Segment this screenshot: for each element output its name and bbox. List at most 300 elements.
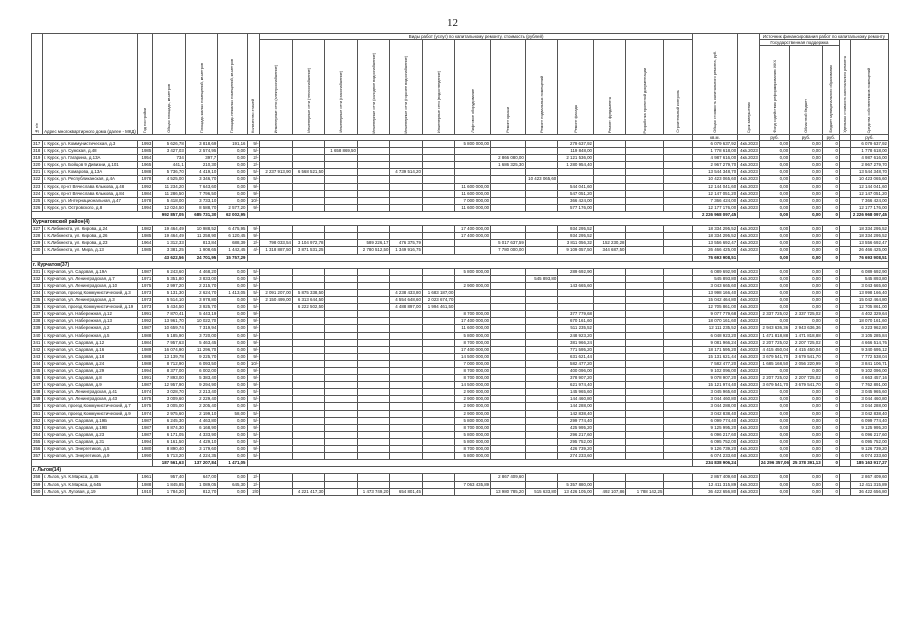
cell-work-cost xyxy=(664,311,692,318)
cell-work-cost: 3 104 972,78 xyxy=(292,240,324,247)
cell-work-cost xyxy=(455,169,491,176)
cell-year: 1985 xyxy=(138,233,153,240)
cell-blank xyxy=(839,148,850,155)
cell-work-cost xyxy=(357,332,389,339)
cell-area-nonliving: 6 475,95 xyxy=(218,226,247,233)
cell-work-cost: 547 051,20 xyxy=(558,190,594,197)
cell-work-cost xyxy=(390,325,422,332)
cell-owners: 26 466 425,00 xyxy=(850,247,888,254)
cell-regional: 0,00 xyxy=(790,275,822,282)
cell-work-cost xyxy=(558,275,594,282)
cell-regional: 0,00 xyxy=(790,162,822,169)
cell-work-cost xyxy=(422,424,454,431)
cell-owners: 12 147 051,20 xyxy=(850,190,888,197)
unit-rub-c: руб. xyxy=(822,135,839,141)
cell-work-cost xyxy=(325,375,357,382)
cell-work-cost xyxy=(664,360,692,367)
cell-work-cost: 5 017 637,59 xyxy=(491,240,526,247)
cell-num: 323 xyxy=(33,183,41,189)
cell-work-cost xyxy=(422,282,454,289)
cell-fund: 0,00 xyxy=(759,148,789,155)
cell-work-cost xyxy=(390,155,422,162)
cell-local: 0 xyxy=(822,417,839,424)
cell-blank xyxy=(839,424,850,431)
cell-work-cost xyxy=(260,431,292,438)
cell-floors: 5/- xyxy=(247,453,260,460)
cell-total-cost: 2 226 968 097,45 xyxy=(692,211,737,218)
cell-owners: 2 967 279,70 xyxy=(850,162,888,169)
cell-fund: 1 471 818,88 xyxy=(759,332,789,339)
cell-work-cost xyxy=(292,481,324,488)
cell-owners: 3 841 106,71 xyxy=(850,360,888,367)
cell-year: 1987 xyxy=(138,325,153,332)
cell-deadline: 4кв.2023 xyxy=(738,162,760,169)
cell-blank xyxy=(839,453,850,460)
cell-work-cost xyxy=(390,382,422,389)
cell-num: 359 xyxy=(33,481,41,487)
cell-work-cost xyxy=(325,233,357,240)
cell-work-cost xyxy=(455,247,491,254)
cell-work-cost: 5 800 000,00 xyxy=(455,417,491,424)
cell-deadline: 4кв.2023 xyxy=(738,481,760,488)
cell-fund: 0,00 xyxy=(759,403,789,410)
table-row xyxy=(32,289,889,296)
table-row xyxy=(32,275,889,282)
cell-floors: 5/- xyxy=(247,438,260,445)
cell-work-cost xyxy=(525,297,557,304)
col-w6: Инженерные сети (водоотведение) xyxy=(422,40,454,135)
cell-local: 0 xyxy=(822,289,839,296)
cell-work-cost xyxy=(357,410,389,417)
cell-work-cost xyxy=(422,268,454,275)
cell-blank xyxy=(738,460,760,467)
cell-work-cost xyxy=(626,375,664,382)
cell-work-cost xyxy=(390,141,422,148)
cell-work-cost xyxy=(626,410,664,417)
cell-work-cost xyxy=(390,162,422,169)
cell-work-cost xyxy=(260,282,292,289)
cell-work-cost xyxy=(357,325,389,332)
cell-work-cost: 8 700 000,00 xyxy=(455,311,491,318)
cell-area-living: 210,30 xyxy=(185,162,217,169)
col-w12: Разработка проектной документации xyxy=(626,40,664,135)
cell-work-cost xyxy=(422,148,454,155)
cell-work-cost xyxy=(260,268,292,275)
cell-blank xyxy=(839,346,850,353)
cell-area-nonliving: 0,00 xyxy=(218,474,247,481)
cell-work-cost xyxy=(594,481,626,488)
cell-blank xyxy=(839,389,850,396)
cell-work-cost xyxy=(292,417,324,424)
cell-work-cost xyxy=(558,169,594,176)
cell-area-nonliving: 0,00 xyxy=(218,183,247,190)
cell-work-cost xyxy=(525,382,557,389)
cell-floors: 2/- xyxy=(247,240,260,247)
cell-work-cost xyxy=(626,204,664,211)
cell-area-nonliving: 0,00 xyxy=(218,360,247,367)
cell-owners: 3 043 665,60 xyxy=(850,282,888,289)
cell-area-nonliving: 0,00 xyxy=(218,353,247,360)
cell-area-living: 6 168,90 xyxy=(185,424,217,431)
cell-local: 0 xyxy=(822,431,839,438)
cell-work-cost xyxy=(357,403,389,410)
cell-work-cost xyxy=(292,346,324,353)
cell-work-cost xyxy=(292,162,324,169)
cell-area-nonliving: 1 471,05 xyxy=(218,460,247,467)
cell-work-cost: 1 686 325,30 xyxy=(491,162,526,169)
cell-total-cost: 9 077 779,68 xyxy=(692,311,737,318)
cell-area-living: 11 258,90 xyxy=(185,233,217,240)
cell-work-cost xyxy=(491,183,526,190)
cell-total-cost: 3 044 460,80 xyxy=(692,396,737,403)
cell-owners: 18 334 295,52 xyxy=(850,233,888,240)
cell-fund: 2 207 725,02 xyxy=(759,339,789,346)
table-row xyxy=(32,481,889,488)
cell-work-cost xyxy=(422,353,454,360)
cell-work-cost xyxy=(357,353,389,360)
cell-deadline: 4кв.2023 xyxy=(738,275,760,282)
cell-work-cost xyxy=(594,353,626,360)
cell-work-cost xyxy=(357,226,389,233)
cell-area-nonliving: 0,00 xyxy=(218,446,247,453)
cell-total-cost: 13 998 166,40 xyxy=(692,289,737,296)
cell-work-cost xyxy=(325,169,357,176)
cell-area-living: 5 463,45 xyxy=(185,339,217,346)
cell-area-total: 5 434,50 xyxy=(153,304,185,311)
cell-owners: 12 411 315,89 xyxy=(850,481,888,488)
cell-regional: 2 337 725,02 xyxy=(790,311,822,318)
cell-work-cost xyxy=(357,446,389,453)
cell-local: 0 xyxy=(822,282,839,289)
cell-local: 0 xyxy=(822,204,839,211)
cell-local: 0 xyxy=(822,254,839,261)
cell-owners: 4 402 329,64 xyxy=(850,311,888,318)
cell-area-living: 3 720,00 xyxy=(185,332,217,339)
cell-work-cost: 1 318 887,50 xyxy=(260,247,292,254)
cell-work-cost xyxy=(664,275,692,282)
document-table-wrap xyxy=(31,33,889,636)
cell-work-cost: 142 838,40 xyxy=(558,410,594,417)
cell-area-nonliving: 6 120,45 xyxy=(218,233,247,240)
cell-year: 1993 xyxy=(138,141,153,148)
cell-area-living: 4 419,10 xyxy=(185,169,217,176)
cell-deadline: 4кв.2023 xyxy=(738,183,760,190)
cell-work-cost xyxy=(626,148,664,155)
cell-num: 322 xyxy=(33,176,41,182)
cell-local: 0 xyxy=(822,211,839,218)
cell-blank xyxy=(839,311,850,318)
cell-fund: 0,00 xyxy=(759,368,789,375)
cell-deadline: 4кв.2023 xyxy=(738,297,760,304)
cell-floors: 5/- xyxy=(247,297,260,304)
cell-area-nonliving: 0,00 xyxy=(218,268,247,275)
cell-work-cost xyxy=(455,240,491,247)
cell-deadline: 4кв.2023 xyxy=(738,424,760,431)
cell-work-cost xyxy=(390,410,422,417)
cell-local: 0 xyxy=(822,325,839,332)
cell-num: 335 xyxy=(33,297,41,303)
cell-work-cost xyxy=(260,318,292,325)
cell-year: 1965 xyxy=(138,162,153,169)
cell-work-cost: 8 700 000,00 xyxy=(455,375,491,382)
cell-work-cost xyxy=(626,226,664,233)
cell-floors: 9/- xyxy=(247,183,260,190)
cell-work-cost xyxy=(292,382,324,389)
table-row xyxy=(32,155,889,162)
cell-work-cost: 2 900 000,00 xyxy=(455,282,491,289)
col-floors: Количество этажей xyxy=(247,34,260,135)
cell-total-cost: 9 125 995,20 xyxy=(692,424,737,431)
unit-rub-b: руб. xyxy=(790,135,822,141)
cell-work-cost xyxy=(594,204,626,211)
cell-owners: 6 223 962,80 xyxy=(850,325,888,332)
cell-deadline: 4кв.2023 xyxy=(738,268,760,275)
table-row xyxy=(32,268,889,275)
cell-area-living: 685 731,30 xyxy=(185,211,217,218)
cell-work-cost xyxy=(325,297,357,304)
cell-work-cost xyxy=(260,481,292,488)
cell-work-cost: 11 600 000,00 xyxy=(455,204,491,211)
cell-regional: 0,00 xyxy=(790,169,822,176)
cell-fund: 0,00 xyxy=(759,289,789,296)
cell-work-cost: 2 780 512,50 xyxy=(357,247,389,254)
cell-local: 0 xyxy=(822,226,839,233)
cell-address: г. Курчатов, ул. Садовая, д.9 xyxy=(42,382,137,389)
table-row xyxy=(32,389,889,396)
cell-floors: 9/- xyxy=(247,190,260,197)
cell-work-cost xyxy=(491,148,526,155)
cell-num: 345 xyxy=(33,368,41,373)
cell-work-cost xyxy=(525,325,557,332)
cell-total-cost: 76 693 908,51 xyxy=(692,254,737,261)
cell-work-cost xyxy=(626,169,664,176)
cell-year: 1992 xyxy=(138,318,153,325)
cell-owners: 4 663 457,16 xyxy=(850,375,888,382)
cell-work-cost xyxy=(594,233,626,240)
cell-address: г. Курчатов, ул. Садовая, д.19А xyxy=(42,268,137,275)
cell-floors: 5/- xyxy=(247,403,260,410)
cell-owners: 13 556 692,47 xyxy=(850,240,888,247)
cell-area-total: 16 074,90 xyxy=(153,346,185,353)
cell-owners: 10 423 065,60 xyxy=(850,176,888,183)
cell-work-cost xyxy=(491,446,526,453)
cell-regional: 0,00 xyxy=(790,481,822,488)
cell-work-cost: 17 400 000,00 xyxy=(455,318,491,325)
cell-blank xyxy=(839,297,850,304)
table-row xyxy=(32,353,889,360)
cell-area-total: 2 997,20 xyxy=(153,282,185,289)
cell-regional: 0,00 xyxy=(790,424,822,431)
cell-work-cost: 4 221 417,30 xyxy=(292,488,324,495)
cell-owners: 2 226 968 097,45 xyxy=(850,211,888,218)
cell-work-cost xyxy=(325,382,357,389)
col-w13: Строительный контроль xyxy=(664,40,692,135)
cell-area-total: 5 351,80 xyxy=(153,275,185,282)
cell-work-cost xyxy=(626,332,664,339)
cell-address: г. Курск, ул. Сумская, д.48 xyxy=(42,148,137,155)
cell-owners: 6 096 217,60 xyxy=(850,431,888,438)
cell-work-cost xyxy=(325,197,357,204)
cell-local: 0 xyxy=(822,382,839,389)
cell-work-cost xyxy=(594,162,626,169)
cell-work-cost xyxy=(260,417,292,424)
cell-work-cost xyxy=(664,226,692,233)
cell-address: г. Курчатов, проезд Коммунистический, д.7 xyxy=(42,403,137,410)
cell-deadline: 4кв.2023 xyxy=(738,488,760,495)
cell-deadline: 4кв.2023 xyxy=(738,204,760,211)
cell-work-cost: 5 800 000,00 xyxy=(455,332,491,339)
cell-area-nonliving: 0,00 xyxy=(218,190,247,197)
cell-work-cost: 2 900 000,00 xyxy=(455,389,491,396)
cell-work-cost xyxy=(594,332,626,339)
cell-work-cost xyxy=(325,396,357,403)
cell-num: 342 xyxy=(33,346,41,352)
cell-work-cost xyxy=(525,155,557,162)
cell-work-cost xyxy=(292,190,324,197)
cell-work-cost xyxy=(626,360,664,367)
cell-address: г. Льгов, ул. Луговая, д.19 xyxy=(42,488,137,495)
cell-work-cost xyxy=(390,311,422,318)
cell-area-total: 5 626,78 xyxy=(153,141,185,148)
cell-regional: 0,00 xyxy=(790,453,822,460)
cell-address: г. Курчатов, проезд Коммунистический, д.3 xyxy=(42,289,137,296)
table-row xyxy=(32,396,889,403)
cell-deadline: 4кв.2023 xyxy=(738,325,760,332)
cell-work-cost xyxy=(664,297,692,304)
cell-work-cost xyxy=(422,275,454,282)
cell-num: 329 xyxy=(33,240,41,246)
cell-fund: 0,00 xyxy=(759,431,789,438)
cell-work-cost: 2 150 499,00 xyxy=(260,297,292,304)
cell-work-cost xyxy=(292,431,324,438)
cell-address: г. Курчатов, ул. Садовая, д.23 xyxy=(42,431,137,438)
cell-work-cost: 5 800 000,00 xyxy=(455,268,491,275)
cell-work-cost: 425 995,20 xyxy=(558,424,594,431)
cell-work-cost: 6 313 644,50 xyxy=(292,297,324,304)
cell-local: 0 xyxy=(822,197,839,204)
cell-work-cost xyxy=(664,389,692,396)
cell-work-cost xyxy=(664,431,692,438)
cell-work-cost xyxy=(260,488,292,495)
cell-fund: 0,00 xyxy=(759,297,789,304)
cell-work-cost xyxy=(260,453,292,460)
cell-work-cost xyxy=(664,268,692,275)
cell-address: г. Курчатов, ул. Садовая, д.29 xyxy=(42,368,137,375)
cell-owners: 9 125 995,20 xyxy=(850,424,888,431)
table-row xyxy=(32,233,889,240)
cell-area-living: 7 319,94 xyxy=(185,325,217,332)
cell-work-cost xyxy=(325,282,357,289)
cell-local: 0 xyxy=(822,148,839,155)
cell-work-cost xyxy=(525,148,557,155)
cell-work-cost xyxy=(525,446,557,453)
cell-work-cost xyxy=(455,297,491,304)
cell-work-cost xyxy=(664,183,692,190)
cell-work-cost xyxy=(594,275,626,282)
cell-blank xyxy=(839,396,850,403)
cell-work-cost xyxy=(594,311,626,318)
cell-area-nonliving: 0,00 xyxy=(218,368,247,375)
cell-work-cost: 476 375,79 xyxy=(390,240,422,247)
cell-deadline: 4кв.2023 xyxy=(738,169,760,176)
cell-year: 1987 xyxy=(138,417,153,424)
cell-work-cost xyxy=(260,275,292,282)
cell-work-cost xyxy=(491,176,526,183)
cell-num: 336 xyxy=(33,304,41,310)
cell-work-cost xyxy=(422,488,454,495)
table-row xyxy=(32,297,889,304)
cell-work-cost xyxy=(525,417,557,424)
cell-work-cost xyxy=(626,318,664,325)
cell-area-nonliving: 0,00 xyxy=(218,275,247,282)
cell-blank xyxy=(839,353,850,360)
cell-work-cost xyxy=(422,396,454,403)
cell-work-cost xyxy=(390,403,422,410)
cell-area-total: 11 286,50 xyxy=(153,190,185,197)
cell-work-cost xyxy=(525,438,557,445)
cell-work-cost xyxy=(664,396,692,403)
cell-address: г. Курчатов, ул. Садовая, д.12 xyxy=(42,339,137,346)
cell-work-cost xyxy=(626,183,664,190)
cell-deadline: 4кв.2023 xyxy=(738,360,760,367)
finance-group-header: Источник финансирования работ по капитальному ремонту xyxy=(759,34,888,40)
cell-deadline: 4кв.2023 xyxy=(738,233,760,240)
cell-work-cost xyxy=(525,389,557,396)
cell-work-cost xyxy=(260,155,292,162)
cell-work-cost xyxy=(594,375,626,382)
cell-work-cost: 366 424,00 xyxy=(558,197,594,204)
cell-work-cost xyxy=(525,183,557,190)
cell-work-cost xyxy=(455,148,491,155)
cell-address: г. Курчатов, ул. Энергетиков, д.5 xyxy=(42,446,137,453)
cell-work-cost xyxy=(491,197,526,204)
cell-work-cost xyxy=(491,304,526,311)
cell-area-total: 11 234,20 xyxy=(153,183,185,190)
cell-deadline: 4кв.2023 xyxy=(738,389,760,396)
cell-work-cost xyxy=(455,289,491,296)
cell-blank xyxy=(839,268,850,275)
cell-address: г. Курчатов, ул. Ленинградская, д.3 xyxy=(42,297,137,304)
cell-floors: 9/- xyxy=(247,375,260,382)
cell-work-cost xyxy=(325,339,357,346)
cell-work-cost xyxy=(390,318,422,325)
cell-fund: 0,00 xyxy=(759,481,789,488)
cell-work-cost xyxy=(357,162,389,169)
cell-area-total: 3 009,60 xyxy=(153,396,185,403)
cell-deadline: 4кв.2023 xyxy=(738,148,760,155)
cell-total-cost: 545 893,80 xyxy=(692,275,737,282)
table-body xyxy=(32,141,889,496)
cell-num: 348 xyxy=(33,389,41,395)
cell-work-cost xyxy=(260,375,292,382)
table-row xyxy=(32,148,889,155)
cell-work-cost xyxy=(325,360,357,367)
cell-work-cost xyxy=(292,318,324,325)
cell-work-cost: 1 473 749,20 xyxy=(357,488,389,495)
col-cost-per-m2: Удельная стоимость капитального ремонта xyxy=(839,40,850,135)
cell-work-cost xyxy=(390,481,422,488)
cell-owners: 7 762 891,00 xyxy=(850,382,888,389)
col-deadline: Срок завершения xyxy=(738,34,760,135)
cell-work-cost xyxy=(455,162,491,169)
cell-area-nonliving: 688,39 xyxy=(218,240,247,247)
cell-work-cost: 400 096,00 xyxy=(558,368,594,375)
col-local: Бюджет муниципального образования xyxy=(822,46,839,135)
cell-local: 0 xyxy=(822,360,839,367)
cell-year: 1973 xyxy=(138,297,153,304)
cell-area-nonliving: 0,00 xyxy=(218,297,247,304)
cell-work-cost: 2 023 674,70 xyxy=(422,297,454,304)
